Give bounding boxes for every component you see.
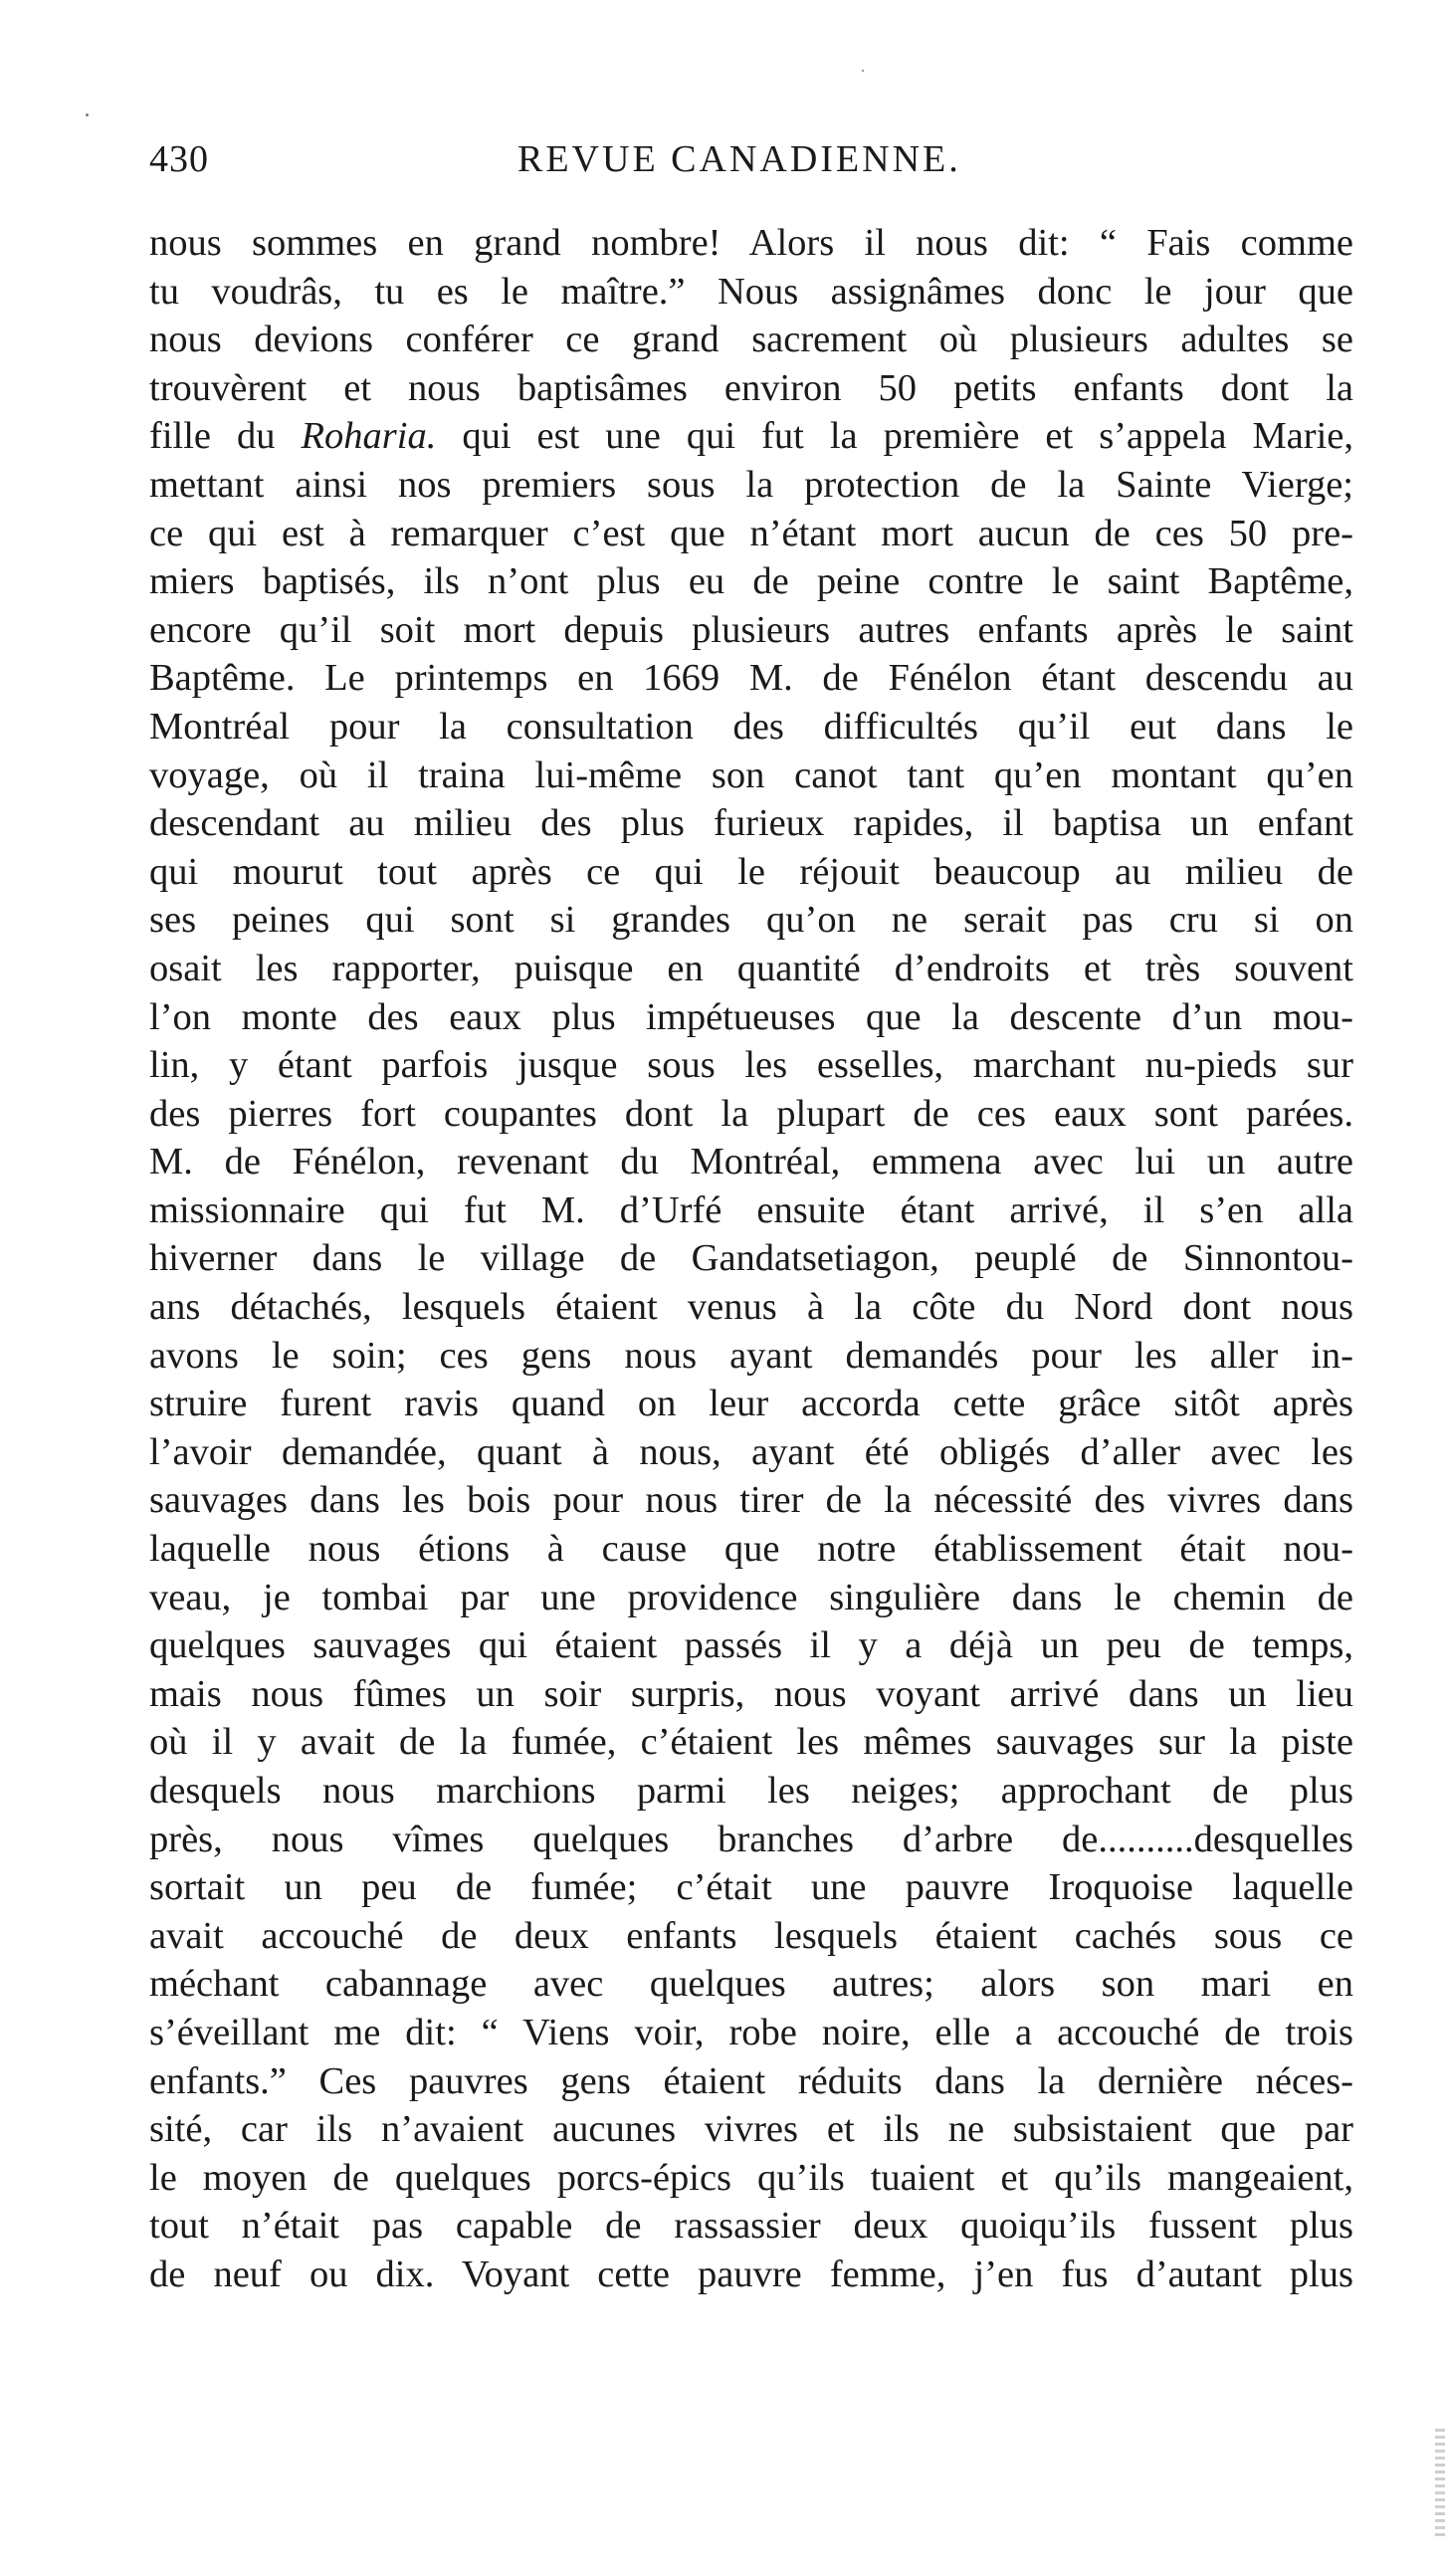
text-line bbox=[149, 1234, 1353, 1283]
text-line bbox=[149, 1525, 1353, 1574]
text-segment: voyage, où il traina lui-même son canot tant qu’en montant qu’en bbox=[149, 753, 1353, 796]
text-line bbox=[149, 1138, 1353, 1186]
text-line bbox=[149, 557, 1353, 606]
text-line bbox=[149, 606, 1353, 655]
text-segment: de neuf ou dix. Voyant cette pauvre femme, j’en fus d’autant plus bbox=[149, 2253, 1353, 2295]
text-segment: quelques sauvages qui étaient passés il y a déjà un peu de temps, bbox=[149, 1624, 1353, 1667]
text-segment: qui est une qui fut la première et s’appela Marie, bbox=[436, 415, 1353, 458]
text-line bbox=[149, 896, 1353, 945]
text-segment: Montréal pour la consultation des difficultés qu’il eut dans le bbox=[149, 705, 1353, 748]
text-segment: sauvages dans les bois pour nous tirer de la nécessité des vivres dans bbox=[149, 1479, 1353, 1522]
text-segment: mais nous fûmes un soir surpris, nous voyant arrivé dans un lieu bbox=[149, 1672, 1353, 1715]
text-line bbox=[149, 2105, 1353, 2154]
text-segment: miers baptisés, ils n’ont plus eu de peine contre le saint Baptême, bbox=[149, 560, 1353, 603]
text-line bbox=[149, 799, 1353, 848]
text-segment: veau, je tombai par une providence singulière dans le chemin de bbox=[149, 1576, 1353, 1618]
text-line bbox=[149, 1090, 1353, 1139]
text-segment: osait les rapporter, puisque en quantité d’endroits et très souvent bbox=[149, 947, 1353, 989]
text-segment: ans détachés, lesquels étaient venus à la côte du Nord dont nous bbox=[149, 1286, 1353, 1329]
text-segment: près, nous vîmes quelques branches d’arbre de..........desquelles bbox=[149, 1818, 1353, 1860]
text-segment: Baptême. Le printemps en 1669 M. de Fénélon étant descendu au bbox=[149, 657, 1353, 700]
text-segment: tu voudrâs, tu es le maître.” Nous assignâmes donc le jour que bbox=[149, 270, 1353, 313]
text-line bbox=[149, 316, 1353, 364]
text-segment: struire furent ravis quand on leur accorda cette grâce sitôt après bbox=[149, 1383, 1353, 1425]
text-line bbox=[149, 2057, 1353, 2106]
italic-text-segment: Roharia. bbox=[301, 415, 437, 458]
text-line bbox=[149, 1621, 1353, 1670]
text-line bbox=[149, 654, 1353, 703]
text-segment: où il y avait de la fumée, c’étaient les mêmes sauvages sur la piste bbox=[149, 1721, 1353, 1764]
body-text bbox=[149, 219, 1353, 2299]
text-segment: tout n’était pas capable de rassassier deux quoiqu’ils fussent plus bbox=[149, 2205, 1353, 2248]
page-edge-mark bbox=[1435, 2429, 1445, 2538]
text-line bbox=[149, 219, 1353, 268]
text-line bbox=[149, 848, 1353, 897]
running-head bbox=[149, 137, 1000, 197]
text-segment: ses peines qui sont si grandes qu’on ne serait pas cru si on bbox=[149, 899, 1353, 942]
text-line bbox=[149, 1863, 1353, 1912]
text-line bbox=[149, 2202, 1353, 2251]
text-segment: nous devions conférer ce grand sacrement où plusieurs adultes se bbox=[149, 319, 1353, 361]
text-segment: l’on monte des eaux plus impétueuses que la descente d’un mou- bbox=[149, 995, 1353, 1038]
text-line bbox=[149, 1186, 1353, 1235]
text-segment: le moyen de quelques porcs-épics qu’ils tuaient et qu’ils mangeaient, bbox=[149, 2156, 1353, 2199]
text-line bbox=[149, 1283, 1353, 1332]
text-line bbox=[149, 1960, 1353, 2009]
speck-mark bbox=[86, 113, 89, 116]
text-segment: lin, y étant parfois jusque sous les esselles, marchant nu-pieds sur bbox=[149, 1044, 1353, 1087]
page-number: 430 bbox=[149, 138, 209, 180]
text-line bbox=[149, 2154, 1353, 2203]
text-line bbox=[149, 1332, 1353, 1381]
text-line bbox=[149, 1428, 1353, 1477]
speck-mark bbox=[862, 70, 864, 72]
text-segment: sortait un peu de fumée; c’était une pauvre Iroquoise laquelle bbox=[149, 1866, 1353, 1909]
text-line bbox=[149, 364, 1353, 413]
journal-title: REVUE CANADIENNE. bbox=[517, 138, 961, 180]
text-line bbox=[149, 1380, 1353, 1428]
text-segment: des pierres fort coupantes dont la plupart de ces eaux sont parées. bbox=[149, 1092, 1353, 1135]
text-line bbox=[149, 268, 1353, 317]
text-line bbox=[149, 510, 1353, 558]
text-segment: sité, car ils n’avaient aucunes vivres et ils ne subsistaient que par bbox=[149, 2108, 1353, 2151]
text-segment: hiverner dans le village de Gandatsetiagon, peuplé de Sinnontou- bbox=[149, 1237, 1353, 1280]
text-segment: l’avoir demandée, quant à nous, ayant été obligés d’aller avec les bbox=[149, 1430, 1353, 1473]
text-line bbox=[149, 993, 1353, 1042]
text-line bbox=[149, 1912, 1353, 1961]
text-segment: fille du bbox=[149, 415, 302, 458]
text-segment: desquels nous marchions parmi les neiges; approchant de plus bbox=[149, 1770, 1353, 1812]
text-line bbox=[149, 945, 1353, 993]
text-segment: qui mourut tout après ce qui le réjouit beaucoup au milieu de bbox=[149, 850, 1353, 893]
text-segment: encore qu’il soit mort depuis plusieurs autres enfants après le saint bbox=[149, 608, 1353, 651]
text-segment: M. de Fénélon, revenant du Montréal, emmena avec lui un autre bbox=[149, 1141, 1353, 1183]
text-line bbox=[149, 2251, 1353, 2299]
text-line bbox=[149, 1476, 1353, 1525]
text-segment: avons le soin; ces gens nous ayant demandés pour les aller in- bbox=[149, 1334, 1353, 1377]
text-segment: trouvèrent et nous baptisâmes environ 50 petits enfants dont la bbox=[149, 366, 1353, 409]
text-line bbox=[149, 703, 1353, 751]
text-segment: missionnaire qui fut M. d’Urfé ensuite étant arrivé, il s’en alla bbox=[149, 1188, 1353, 1231]
text-line bbox=[149, 2009, 1353, 2057]
text-segment: méchant cabannage avec quelques autres; alors son mari en bbox=[149, 1963, 1353, 2006]
text-segment: enfants.” Ces pauvres gens étaient réduits dans la dernière néces- bbox=[149, 2059, 1353, 2102]
text-line bbox=[149, 461, 1353, 510]
text-segment: s’éveillant me dit: “ Viens voir, robe noire, elle a accouché de trois bbox=[149, 2011, 1353, 2053]
text-line bbox=[149, 1574, 1353, 1622]
text-line bbox=[149, 1041, 1353, 1090]
text-segment: avait accouché de deux enfants lesquels étaient cachés sous ce bbox=[149, 1914, 1353, 1957]
text-segment: laquelle nous étions à cause que notre établissement était nou- bbox=[149, 1528, 1353, 1571]
text-segment: nous sommes en grand nombre! Alors il nous dit: “ Fais comme bbox=[149, 222, 1353, 264]
text-segment: ce qui est à remarquer c’est que n’étant mort aucun de ces 50 pre- bbox=[149, 512, 1353, 554]
text-segment: mettant ainsi nos premiers sous la protection de la Sainte Vierge; bbox=[149, 463, 1353, 506]
text-line bbox=[149, 1767, 1353, 1816]
text-segment: descendant au milieu des plus furieux rapides, il baptisa un enfant bbox=[149, 802, 1353, 845]
text-line bbox=[149, 1718, 1353, 1767]
text-line bbox=[149, 412, 1353, 461]
text-line bbox=[149, 1816, 1353, 1864]
text-line bbox=[149, 1670, 1353, 1719]
text-line bbox=[149, 751, 1353, 800]
